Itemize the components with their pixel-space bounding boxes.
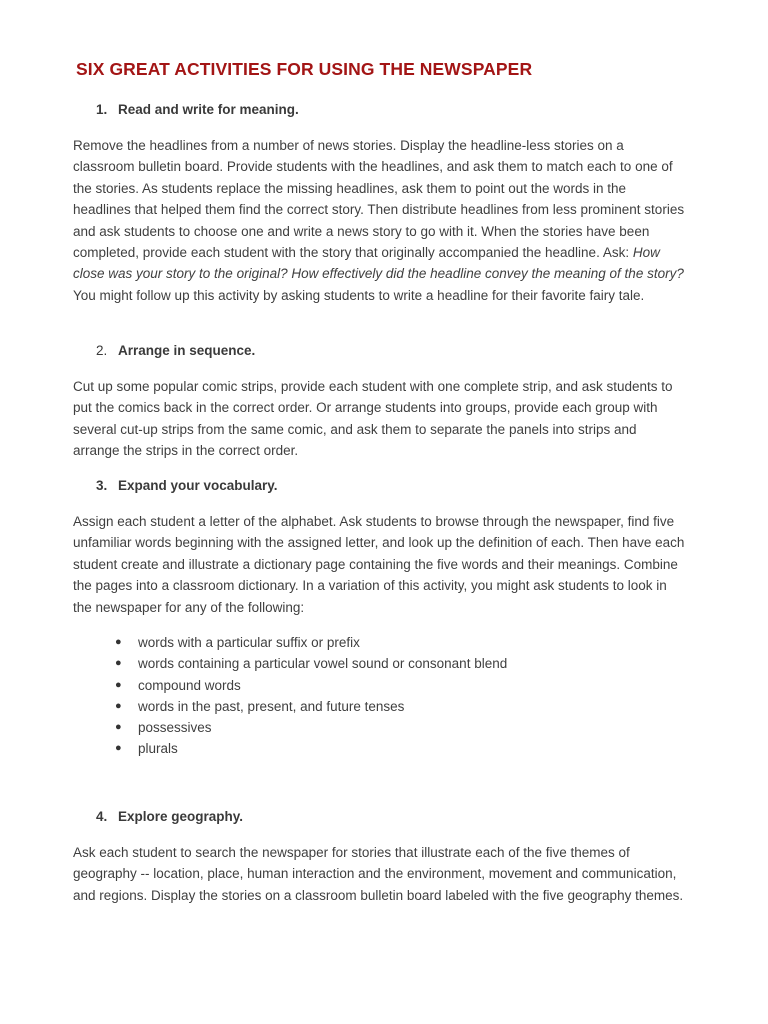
- paragraph-italic-text: How close was your story to the original? How effectively did the headline convey the meaning of the story?: [73, 245, 684, 282]
- section-number: 1.: [96, 102, 108, 117]
- section-heading-4: [96, 809, 243, 824]
- section-title: Read and write for meaning.: [118, 102, 299, 117]
- section-title: Explore geography.: [118, 809, 244, 824]
- list-item: ● words in the past, present, and future tenses: [115, 696, 507, 717]
- bullet-icon: ●: [115, 742, 122, 755]
- list-item: ● compound words: [115, 675, 507, 696]
- section-paragraph-4: Ask each student to search the newspaper for stories that illustrate each of the five themes of geography -- location, place, human interaction and the environment, movement and communication, and regions. Display the stories on a classroom bulletin board labeled with the five geography themes.: [73, 845, 684, 903]
- bullet-icon: ●: [115, 721, 122, 734]
- section-paragraph-1: [73, 135, 685, 306]
- section-number: 4.: [96, 809, 108, 824]
- section-heading-1: [96, 102, 299, 117]
- list-item: ● plurals: [115, 738, 507, 759]
- bullet-icon: ●: [115, 678, 122, 691]
- section-number: 3.: [96, 478, 108, 493]
- list-item: ● possessives: [115, 717, 507, 738]
- section-heading-2: [96, 343, 255, 358]
- section-number: 2.: [96, 343, 108, 358]
- section-paragraph-3: Assign each student a letter of the alphabet. Ask students to browse through the newspaper, find five unfamiliar words beginning with the assigned letter, and look up the definition of each. Then have each student create and illustrate a dictionary page containing the five words and their meanings. Combine the pages into a classroom dictionary. In a variation of this activity, you might ask students to look in the newspaper for any of the following:: [73, 514, 685, 615]
- section-title: Expand your vocabulary.: [118, 478, 278, 493]
- section-title: Arrange in sequence.: [118, 343, 256, 358]
- bullet-list: [115, 632, 507, 760]
- bullet-icon: ●: [115, 636, 122, 648]
- bullet-icon: ●: [115, 657, 122, 670]
- list-item: ● words with a particular suffix or prefix: [115, 632, 507, 653]
- section-paragraph-2: Cut up some popular comic strips, provide each student with one complete strip, and ask students to put the comics back in the correct order. Or arrange students into groups, provide each group with several cut-up strips from the same comic, and ask them to separate the panels into strips and arrange the strips in the correct order.: [73, 379, 673, 459]
- bullet-icon: ●: [115, 699, 122, 712]
- paragraph-text-end: You might follow up this activity by asking students to write a headline for their favorite fairy tale.: [73, 287, 645, 303]
- paragraph-text: Remove the headlines from a number of news stories. Display the headline-less stories on a classroom bulletin board. Provide students with the headlines, and ask them to match each to one of the stories. As students replace the missing headlines, ask them to point out the words in the headlines that helped them find the correct story. Then distribute headlines from less prominent stories and ask students to choose one and write a news story to go with it. When the stories have been completed, provide each student with the story that originally accompanied the headline. Ask:: [73, 138, 685, 261]
- section-heading-3: [96, 478, 278, 493]
- page-title: SIX GREAT ACTIVITIES FOR USING THE NEWSPAPER: [76, 59, 533, 79]
- list-item: ● words containing a particular vowel sound or consonant blend: [115, 653, 507, 674]
